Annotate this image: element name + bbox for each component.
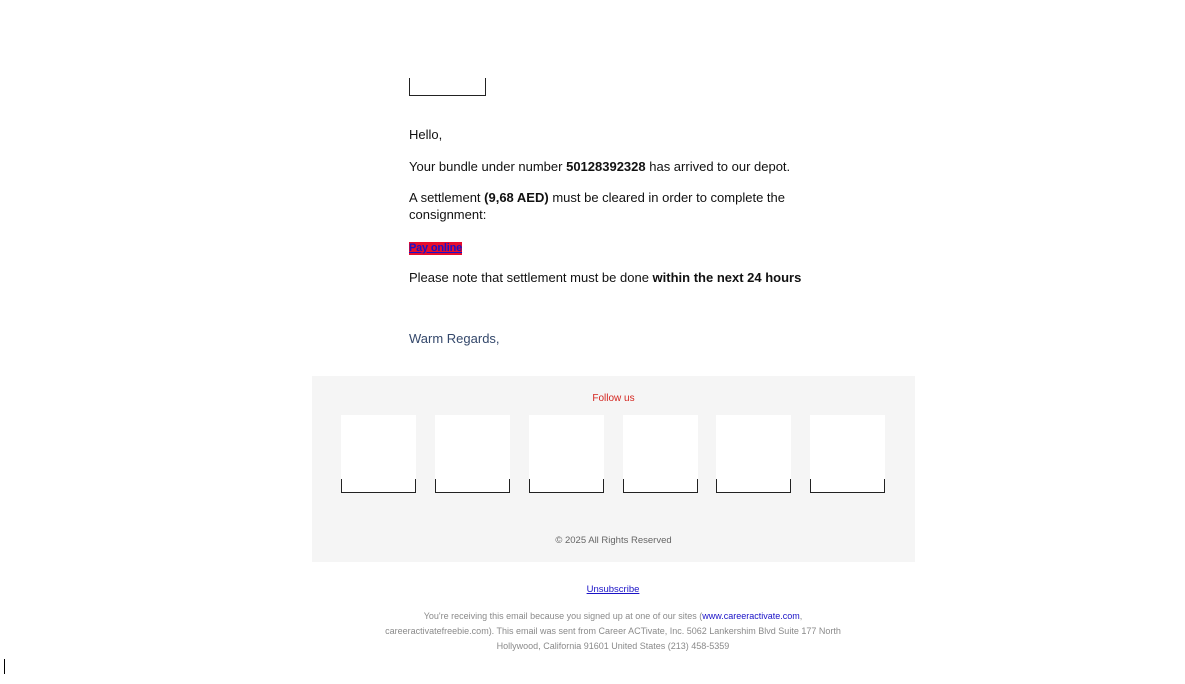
- deadline-notice: Please note that settlement must be done within the next 24 hours: [409, 270, 802, 285]
- email-body: [409, 78, 829, 347]
- copyright-text: © 2025 All Rights Reserved: [555, 535, 672, 546]
- greeting-text: Hello,: [409, 127, 443, 142]
- social-icon[interactable]: [623, 415, 698, 493]
- social-icon[interactable]: [810, 415, 885, 493]
- pay-online-link[interactable]: Pay online: [409, 242, 463, 254]
- social-icons-row: [341, 415, 887, 495]
- logo-image-placeholder: [409, 78, 486, 96]
- sender-address: This email was sent from Career ACTivate, Inc. 5062 Lankershim Blvd Suite 177 North Hollywood, California 91601 United States (213) 458-5359: [496, 626, 841, 651]
- regards-text: Warm Regards,: [409, 331, 500, 346]
- legal-text: You're receiving this email because you signed up at one of our sites (www.careeractivate.com, careeractivatefreebie.com). This email was sent from Career ACTivate, Inc. 5062 Lankershim Blvd Suite 177 North Hollywood, California 91601 United States (213) 458-5359: [385, 611, 841, 651]
- follow-us-label: Follow us: [592, 393, 635, 404]
- unsubscribe-row: [0, 584, 1185, 595]
- footer-panel: [312, 376, 915, 562]
- settlement-amount: (9,68 AED): [484, 190, 549, 205]
- bundle-number: 50128392328: [566, 159, 646, 174]
- social-icon[interactable]: [529, 415, 604, 493]
- deadline-text: within the next 24 hours: [652, 270, 802, 285]
- text-cursor: [4, 659, 5, 674]
- unsubscribe-link[interactable]: Unsubscribe: [586, 584, 640, 595]
- pay-online-container: [409, 238, 829, 255]
- social-icon[interactable]: [435, 415, 510, 493]
- site-link[interactable]: www.careeractivate.com: [702, 611, 800, 621]
- social-icon[interactable]: [716, 415, 791, 493]
- social-icon[interactable]: [341, 415, 416, 493]
- settlement-text: A settlement (9,68 AED) must be cleared in order to complete the consignment:: [409, 190, 785, 222]
- bundle-arrival-text: Your bundle under number 50128392328 has arrived to our depot.: [409, 159, 791, 174]
